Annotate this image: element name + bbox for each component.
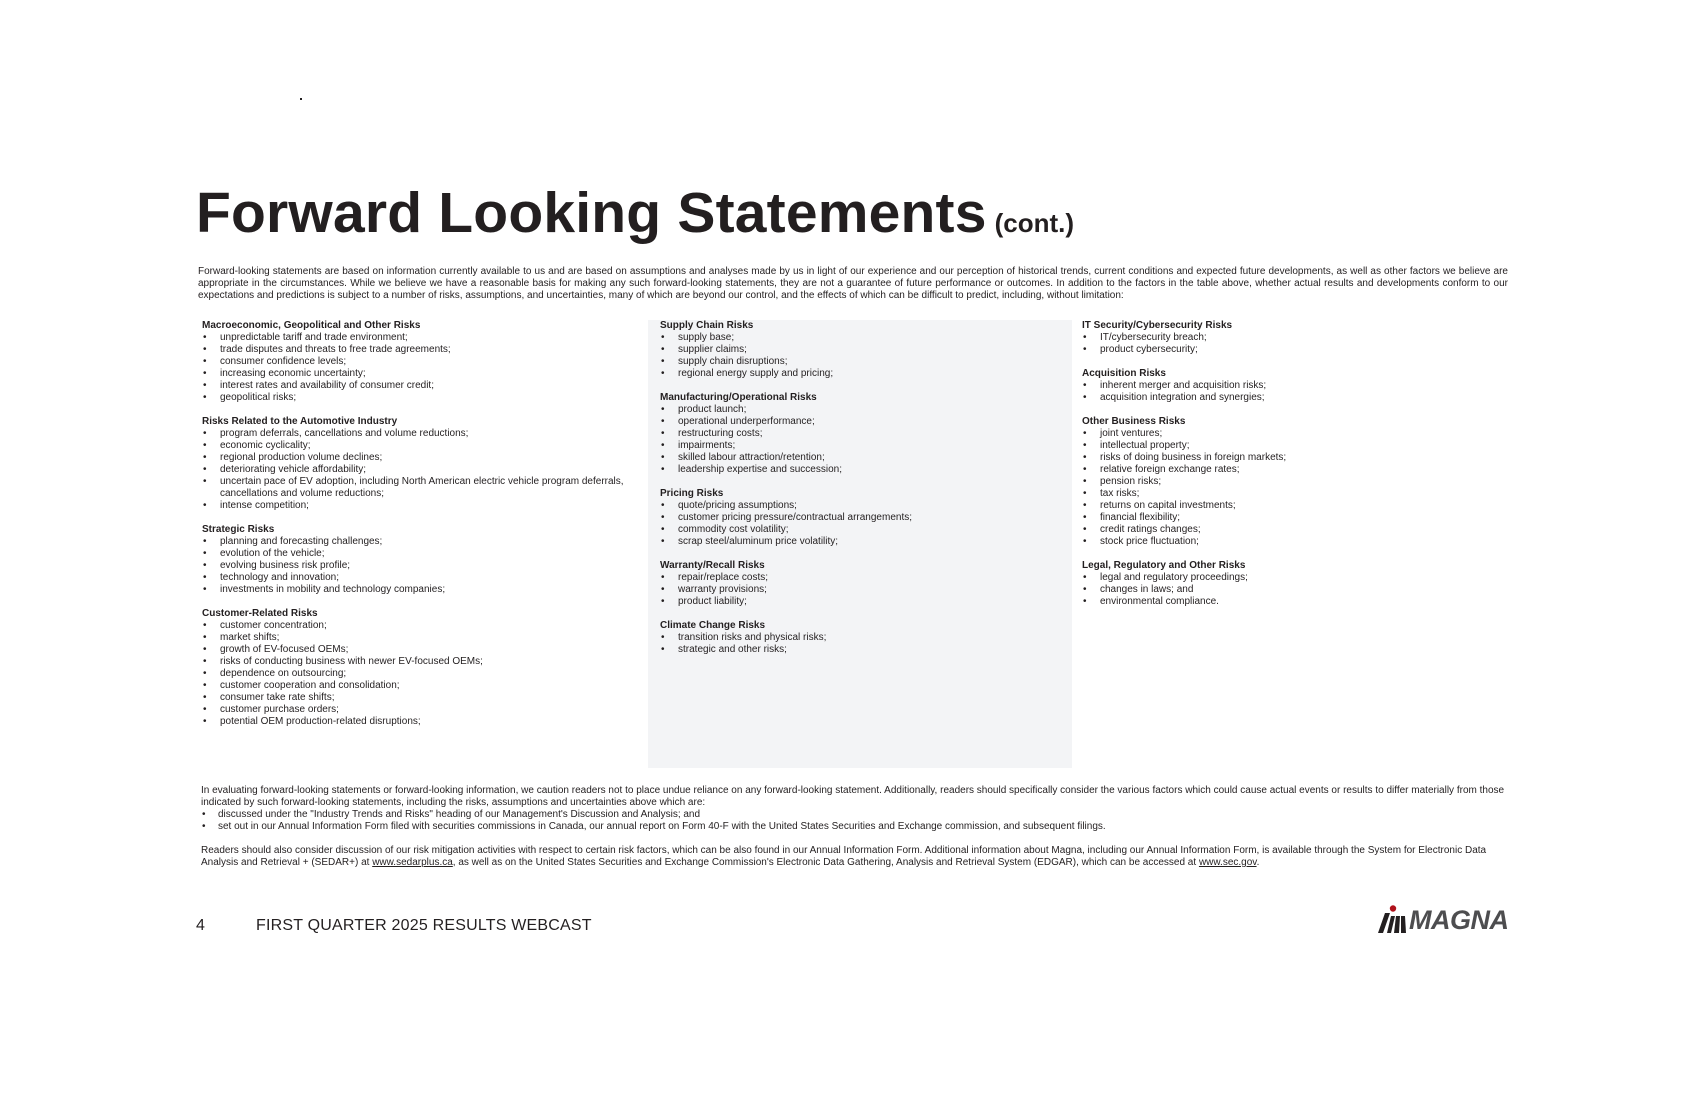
risk-item: • interest rates and availability of consumer credit; bbox=[202, 380, 642, 392]
risk-group-title: Supply Chain Risks bbox=[660, 320, 754, 331]
risk-item: • geopolitical risks; bbox=[202, 392, 642, 404]
stray-dot bbox=[300, 98, 302, 100]
risk-item: • dependence on outsourcing; bbox=[202, 668, 642, 680]
risk-group-title: Manufacturing/Operational Risks bbox=[660, 392, 817, 403]
intro-paragraph: Forward-looking statements are based on information currently available to us and are based on assumptions and analyses made by us in light of our experience and our perception of historical trends, current conditions and expected future developments, as well as other factors we believe are appropriate in the circumstances. While we believe we have a reasonable basis for making any such forward-looking statements, they are not a guarantee of future performance or outcomes. In addition to the factors in the table above, whether actual results and developments conform to our expectations and predictions is subject to a number of risks, assumptions, and uncertainties, many of which are beyond our control, and the effects of which can be difficult to predict, including, without limitation: bbox=[198, 266, 1508, 301]
risk-list bbox=[660, 500, 1060, 548]
risk-item: • planning and forecasting challenges; bbox=[202, 536, 642, 548]
risk-item: • transition risks and physical risks; bbox=[660, 632, 1060, 644]
risk-group bbox=[660, 560, 1060, 608]
risk-item: • deteriorating vehicle affordability; bbox=[202, 464, 642, 476]
risk-group bbox=[660, 392, 1060, 476]
risk-column-1 bbox=[202, 320, 642, 740]
risk-item: • supplier claims; bbox=[660, 344, 1060, 356]
risk-item: • intense competition; bbox=[202, 500, 642, 512]
caution-section bbox=[201, 785, 1513, 869]
risk-group bbox=[202, 320, 642, 404]
sec-link[interactable]: www.sec.gov bbox=[1198, 857, 1257, 868]
risk-item: • customer pricing pressure/contractual arrangements; bbox=[660, 512, 1060, 524]
risk-column-2 bbox=[660, 320, 1060, 668]
risk-list bbox=[660, 404, 1060, 476]
risk-group bbox=[1082, 416, 1502, 548]
risk-item: • environmental compliance. bbox=[1082, 596, 1502, 608]
page-number: 4 bbox=[196, 917, 205, 934]
risk-group bbox=[660, 320, 1060, 380]
risk-item: • supply chain disruptions; bbox=[660, 356, 1060, 368]
risk-item: • supply base; bbox=[660, 332, 1060, 344]
risk-group bbox=[1082, 560, 1502, 608]
risk-group bbox=[202, 524, 642, 596]
risk-group bbox=[202, 608, 642, 728]
risk-list bbox=[1082, 428, 1502, 548]
risk-item: • growth of EV-focused OEMs; bbox=[202, 644, 642, 656]
caution-paragraph: In evaluating forward-looking statements or forward-looking information, we caution readers not to place undue reliance on any forward-looking statement. Additionally, readers should specifically consider the various factors which could cause actual events or results to differ materially from those indicated by such forward-looking statements, including the risks, assumptions and uncertainties above which are: bbox=[201, 785, 1505, 808]
risk-item: • strategic and other risks; bbox=[660, 644, 1060, 656]
risk-group bbox=[202, 416, 642, 512]
risk-group-title: Warranty/Recall Risks bbox=[660, 560, 765, 571]
risk-item: • skilled labour attraction/retention; bbox=[660, 452, 1060, 464]
risk-item: • technology and innovation; bbox=[202, 572, 642, 584]
footer-title: FIRST QUARTER 2025 RESULTS WEBCAST bbox=[256, 917, 592, 934]
risk-group-title: Strategic Risks bbox=[202, 524, 275, 535]
risk-item: • returns on capital investments; bbox=[1082, 500, 1502, 512]
magna-logo-icon bbox=[1378, 905, 1406, 933]
risk-item: • restructuring costs; bbox=[660, 428, 1060, 440]
risk-item: • customer concentration; bbox=[202, 620, 642, 632]
title-suffix: (cont.) bbox=[994, 208, 1075, 238]
risk-list bbox=[202, 428, 642, 512]
risk-item: • consumer confidence levels; bbox=[202, 356, 642, 368]
risk-item: • commodity cost volatility; bbox=[660, 524, 1060, 536]
risk-group bbox=[1082, 368, 1502, 404]
risk-item: • acquisition integration and synergies; bbox=[1082, 392, 1502, 404]
risk-item: • potential OEM production-related disruptions; bbox=[202, 716, 642, 728]
risk-list bbox=[660, 332, 1060, 380]
risk-item: • scrap steel/aluminum price volatility; bbox=[660, 536, 1060, 548]
risk-column-3 bbox=[1082, 320, 1502, 620]
risk-item: • quote/pricing assumptions; bbox=[660, 500, 1060, 512]
risk-item: • intellectual property; bbox=[1082, 440, 1502, 452]
readers-paragraph: Readers should also consider discussion of our risk mitigation activities with respect to certain risk factors, which can be also found in our Annual Information Form. Additional information about Magna, including our Annual Information Form, is available through the System for Electronic Data Analysis and Retrieval + (SEDAR+) at www.sedarplus.ca, as well as on the United States Securities and Exchange Commission's Electronic Data Gathering, Analysis and Retrieval System (EDGAR), which can be accessed at www.sec.gov. bbox=[201, 845, 1487, 868]
risk-item: • regional production volume declines; bbox=[202, 452, 642, 464]
risk-item: • pension risks; bbox=[1082, 476, 1502, 488]
risk-group-title: Customer-Related Risks bbox=[202, 608, 318, 619]
risk-item: • product launch; bbox=[660, 404, 1060, 416]
risk-group-title: Risks Related to the Automotive Industry bbox=[202, 416, 398, 427]
caution-list bbox=[201, 809, 1513, 833]
risk-item: • operational underperformance; bbox=[660, 416, 1060, 428]
risk-item: • risks of conducting business with newer EV-focused OEMs; bbox=[202, 656, 642, 668]
risk-list bbox=[202, 536, 642, 596]
risk-item: • relative foreign exchange rates; bbox=[1082, 464, 1502, 476]
risk-item: • tax risks; bbox=[1082, 488, 1502, 500]
risk-item: • market shifts; bbox=[202, 632, 642, 644]
caution-bullet: • set out in our Annual Information Form filed with securities commissions in Canada, our annual report on Form 40-F with the United States Securities and Exchange commission, and subsequent filings. bbox=[201, 821, 1513, 833]
risk-item: • regional energy supply and pricing; bbox=[660, 368, 1060, 380]
risk-item: • risks of doing business in foreign markets; bbox=[1082, 452, 1502, 464]
risk-item: • inherent merger and acquisition risks; bbox=[1082, 380, 1502, 392]
risk-item: • trade disputes and threats to free trade agreements; bbox=[202, 344, 642, 356]
risk-item: • customer purchase orders; bbox=[202, 704, 642, 716]
risk-group bbox=[1082, 320, 1502, 356]
risk-item: • leadership expertise and succession; bbox=[660, 464, 1060, 476]
magna-logo-text: MAGNA bbox=[1409, 905, 1509, 935]
risk-group bbox=[660, 620, 1060, 656]
risk-item: • consumer take rate shifts; bbox=[202, 692, 642, 704]
risk-item: • product cybersecurity; bbox=[1082, 344, 1502, 356]
risk-list bbox=[202, 332, 642, 404]
risk-item: • evolving business risk profile; bbox=[202, 560, 642, 572]
risk-item: • stock price fluctuation; bbox=[1082, 536, 1502, 548]
risk-group-title: Legal, Regulatory and Other Risks bbox=[1082, 560, 1246, 571]
risk-item: • IT/cybersecurity breach; bbox=[1082, 332, 1502, 344]
risk-item: • product liability; bbox=[660, 596, 1060, 608]
magna-logo bbox=[1378, 903, 1509, 933]
risk-item: • evolution of the vehicle; bbox=[202, 548, 642, 560]
risk-group-title: Pricing Risks bbox=[660, 488, 724, 499]
risk-list bbox=[1082, 332, 1502, 356]
caution-bullet: • discussed under the "Industry Trends and Risks" heading of our Management's Discussion and Analysis; and bbox=[201, 809, 1513, 821]
risk-item: • credit ratings changes; bbox=[1082, 524, 1502, 536]
risk-list bbox=[1082, 380, 1502, 404]
risk-item: • investments in mobility and technology companies; bbox=[202, 584, 642, 596]
risk-list bbox=[202, 620, 642, 728]
risk-item: • changes in laws; and bbox=[1082, 584, 1502, 596]
risk-item: • program deferrals, cancellations and volume reductions; bbox=[202, 428, 642, 440]
page-title: Forward Looking Statements (cont.) bbox=[196, 181, 1075, 245]
risk-list bbox=[660, 632, 1060, 656]
risk-item: • impairments; bbox=[660, 440, 1060, 452]
risk-group-title: Acquisition Risks bbox=[1082, 368, 1166, 379]
risk-group-title: IT Security/Cybersecurity Risks bbox=[1082, 320, 1233, 331]
sedar-link[interactable]: www.sedarplus.ca bbox=[372, 857, 453, 868]
risk-group-title: Climate Change Risks bbox=[660, 620, 766, 631]
risk-item: • economic cyclicality; bbox=[202, 440, 642, 452]
risk-list bbox=[660, 572, 1060, 608]
risk-group-title: Other Business Risks bbox=[1082, 416, 1186, 427]
risk-list bbox=[1082, 572, 1502, 608]
risk-item: • financial flexibility; bbox=[1082, 512, 1502, 524]
risk-item: • legal and regulatory proceedings; bbox=[1082, 572, 1502, 584]
risk-item: • uncertain pace of EV adoption, including North American electric vehicle program deferrals, cancellations and volume reductions; bbox=[202, 476, 642, 500]
risk-item: • unpredictable tariff and trade environment; bbox=[202, 332, 642, 344]
risk-group-title: Macroeconomic, Geopolitical and Other Risks bbox=[202, 320, 421, 331]
risk-group bbox=[660, 488, 1060, 548]
risk-item: • repair/replace costs; bbox=[660, 572, 1060, 584]
risk-item: • joint ventures; bbox=[1082, 428, 1502, 440]
risk-item: • customer cooperation and consolidation; bbox=[202, 680, 642, 692]
risk-item: • warranty provisions; bbox=[660, 584, 1060, 596]
risk-item: • increasing economic uncertainty; bbox=[202, 368, 642, 380]
